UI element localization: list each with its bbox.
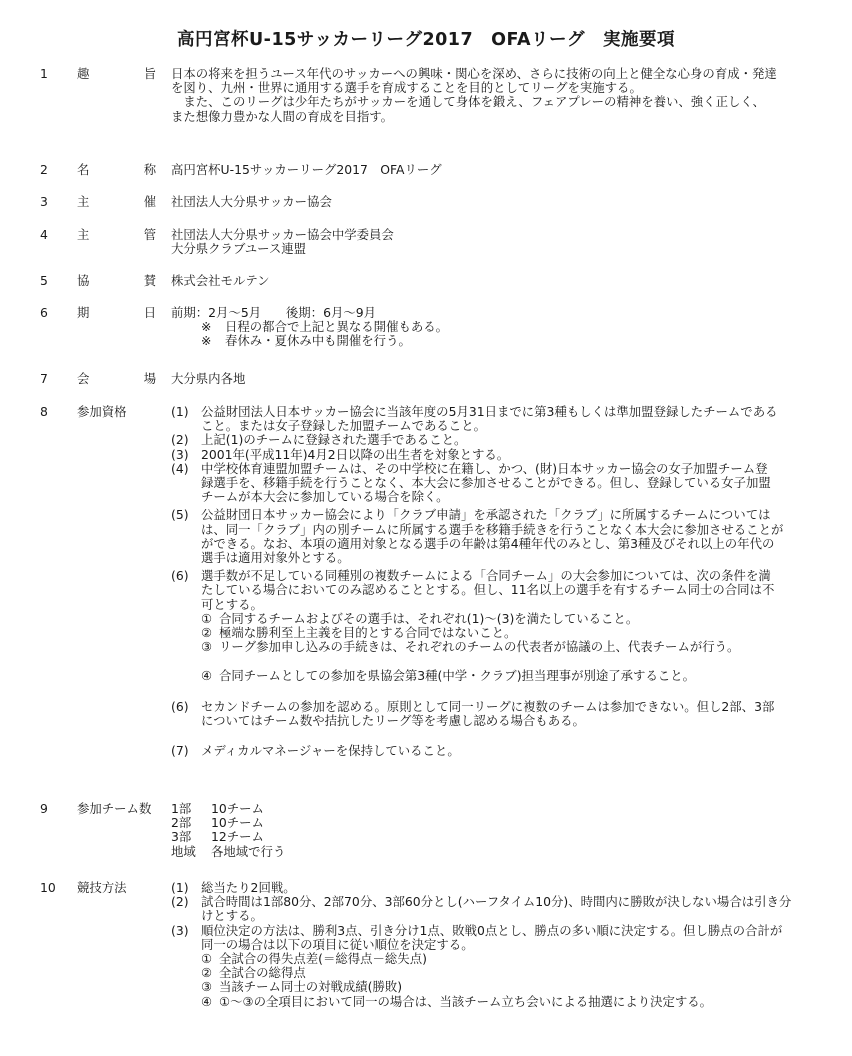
section-number: 5 [40,273,48,288]
section-heading: 主 催 [77,194,178,209]
team-count: 12チーム [211,829,264,845]
section-body [171,881,831,1009]
item-line: メディカルマネージャーを保持していること。 [201,743,460,759]
sub-mark: ② [201,965,213,981]
item-line: けとする。 [201,908,263,924]
item-mark: (6) [171,698,189,714]
sub-text: 合同するチームおよびその選手は、それぞれ(1)～(3)を満たしていること。 [219,610,639,626]
section-body [171,372,831,386]
sub-item [171,612,831,626]
list-item [171,405,831,433]
sub-item [171,952,831,966]
team-count: 10チーム [211,801,264,816]
section-body [171,306,831,349]
item-mark: (6) [171,568,189,584]
item-mark: (3) [171,922,189,938]
item-line: 可とする。 [201,596,263,612]
section-heading: 会 場 [77,371,178,386]
list-item [171,508,831,565]
team-count: 各地域で行う [211,843,286,859]
section-number: 4 [40,227,48,242]
note-text: 春休み・夏休み中も開催を行う。 [225,333,411,349]
item-line: 公益財団日本サッカー協会により「クラブ申請」を承認された「クラブ」に所属するチームについては [201,507,771,523]
body-line: を図り、九州・世界に通用する選手を育成することを目的としてリーグを実施する。 [171,80,642,96]
team-row [171,816,831,830]
section-body [171,228,831,256]
note-item [171,320,831,334]
body-line: また想像力豊かな人間の育成を目指す。 [171,108,394,124]
item-line: こと。または女子登録した加盟チームであること。 [201,418,486,434]
item-line: 2001年(平成11年)4月2日以降の出生者を対象とする。 [201,446,510,462]
item-line: 試合時間は1部80分、2部70分、3部60分とし(ハーフタイム10分)、時間内に勝敗が決しない場合は引き分 [201,894,792,910]
sub-item [171,640,831,654]
section-body [171,802,831,859]
item-mark: (2) [171,894,189,910]
section-number: 7 [40,371,48,386]
item-line: たしている場合においてのみ認めることとする。但し、11名以上の選手を有するチーム同士の合同は不 [201,582,775,598]
sub-text: 全試合の総得点 [219,965,306,981]
section-heading: 協 賛 [77,273,178,288]
body-line: 株式会社モルテン [171,273,270,288]
sub-item [171,980,831,994]
item-line: セカンドチームの参加を認める。原則として同一リーグに複数のチームは参加できない。但し2部、3部 [201,698,775,714]
division-label: 2部 [171,815,192,831]
item-line: ができる。なお、本項の適用対象となる選手の年齢は第4種年代のみとし、第3種及びそれ以上の年代の [201,535,775,551]
item-line: 総当たり2回戦。 [201,880,296,895]
item-line: は、同一「クラブ」内の別チームに所属する選手を移籍手続きを行うことなく本大会に参加させることが [201,521,784,537]
sub-text: リーグ参加申し込みの手続きは、それぞれのチームの代表者が協議の上、代表チームが行う。 [219,639,740,655]
item-mark: (7) [171,743,189,759]
item-mark: (3) [171,446,189,462]
section-heading: 名 称 [77,162,178,177]
section-number: 10 [40,880,56,895]
note-mark: ※ [201,333,212,349]
body-line: 大分県内各地 [171,371,246,386]
sub-item [171,966,831,980]
sub-mark: ③ [201,979,213,995]
sub-text: 全試合の得失点差(＝総得点－総失点) [219,951,427,967]
division-label: 1部 [171,801,192,816]
sub-text: 合同チームとしての参加を県協会第3種(中学・クラブ)担当理事が別途了承すること。 [219,668,696,684]
item-line: 録選手を、移籍手続を行うことなく、本大会に参加させることができる。但し、登録している女子加盟 [201,475,771,491]
section-number: 3 [40,194,48,209]
sub-text: 極端な勝利至上主義を目的とする合同ではないこと。 [219,625,517,641]
item-mark: (5) [171,507,189,523]
division-label: 地域 [171,843,196,859]
item-line: についてはチーム数や拮抗したリーグ等を考慮し認める場合もある。 [201,712,585,728]
team-row [171,845,831,859]
sub-text: ①～③の全項目において同一の場合は、当該チーム立ち会いによる抽選により決定する。 [219,993,713,1009]
section-heading: 参加チーム数 [77,801,152,816]
item-line: 中学校体育連盟加盟チームは、その中学校に在籍し、かつ、(財)日本サッカー協会の女子加盟チーム登 [201,460,768,476]
sub-mark: ② [201,625,213,641]
list-item [171,895,831,923]
body-line: また、このリーグは少年たちがサッカーを通して身体を鍛え、フェアプレーの精神を養い、強く正しく、 [171,94,765,110]
team-row [171,830,831,844]
note-text: 日程の都合で上記と異なる開催もある。 [225,319,449,335]
body-line: 社団法人大分県サッカー協会 [171,194,332,209]
section-body [171,274,831,288]
item-line: 同一の場合は以下の項目に従い順位を決定する。 [201,936,474,952]
item-mark: (4) [171,460,189,476]
sub-item [171,995,831,1009]
section-number: 9 [40,801,48,816]
section-number: 8 [40,404,48,419]
section-heading: 期 日 [77,305,178,320]
list-item [171,744,831,758]
page-title: 高円宮杯U-15サッカーリーグ2017 OFAリーグ 実施要項 [176,30,676,50]
team-count: 10チーム [211,815,264,831]
sub-item [171,626,831,640]
item-line: チームが本大会に参加している場合を除く。 [201,489,449,505]
section-heading: 参加資格 [77,404,127,419]
section-heading: 主 管 [77,227,178,242]
body-line: 社団法人大分県サッカー協会中学委員会 [171,227,394,242]
item-line: 選手数が不足している同種別の複数チームによる「合同チーム」の大会参加については、次の条件を満 [201,568,771,584]
division-label: 3部 [171,829,192,845]
sub-item [171,669,831,683]
body-line: 日本の将来を担うユース年代のサッカーへの興味・関心を深め、さらに技術の向上と健全な心身の育成・発達 [171,66,777,81]
section-number: 2 [40,162,48,177]
section-body [171,405,831,758]
sub-text: 当該チーム同士の対戦成績(勝敗) [219,979,403,995]
team-row [171,802,831,816]
sub-mark: ① [201,610,213,626]
sub-mark: ④ [201,993,213,1009]
section-heading: 競技方法 [77,880,127,895]
body-line: 高円宮杯U-15サッカーリーグ2017 OFAリーグ [171,162,442,177]
sub-mark: ④ [201,668,213,684]
section-heading: 趣 旨 [77,66,178,81]
item-mark: (1) [171,880,189,895]
item-mark: (1) [171,404,189,419]
note-item [171,334,831,348]
section-body [171,67,831,124]
list-item [171,448,831,462]
list-item [171,462,831,505]
item-line: 選手は適用対象外とする。 [201,550,350,566]
note-mark: ※ [201,319,212,335]
item-line: 上記(1)のチームに登録された選手であること。 [201,432,467,448]
section-body [171,163,831,177]
item-line: 公益財団法人日本サッカー協会に当該年度の5月31日までに第3種もしくは準加盟登録したチームである [201,404,778,419]
list-item [171,700,831,728]
list-item [171,881,831,895]
sub-mark: ③ [201,639,213,655]
list-item [171,569,831,683]
section-body [171,195,831,209]
sub-mark: ① [201,951,213,967]
section-number: 1 [40,66,48,81]
item-mark: (2) [171,432,189,448]
body-line: 前期：2月～5月 後期：6月～9月 [171,305,377,320]
list-item [171,433,831,447]
list-item [171,924,831,1009]
item-line: 順位決定の方法は、勝利3点、引き分け1点、敗戦0点とし、勝点の多い順に決定する。但し勝点の合計が [201,922,783,938]
section-number: 6 [40,305,48,320]
body-line: 大分県クラブユース連盟 [171,241,307,257]
